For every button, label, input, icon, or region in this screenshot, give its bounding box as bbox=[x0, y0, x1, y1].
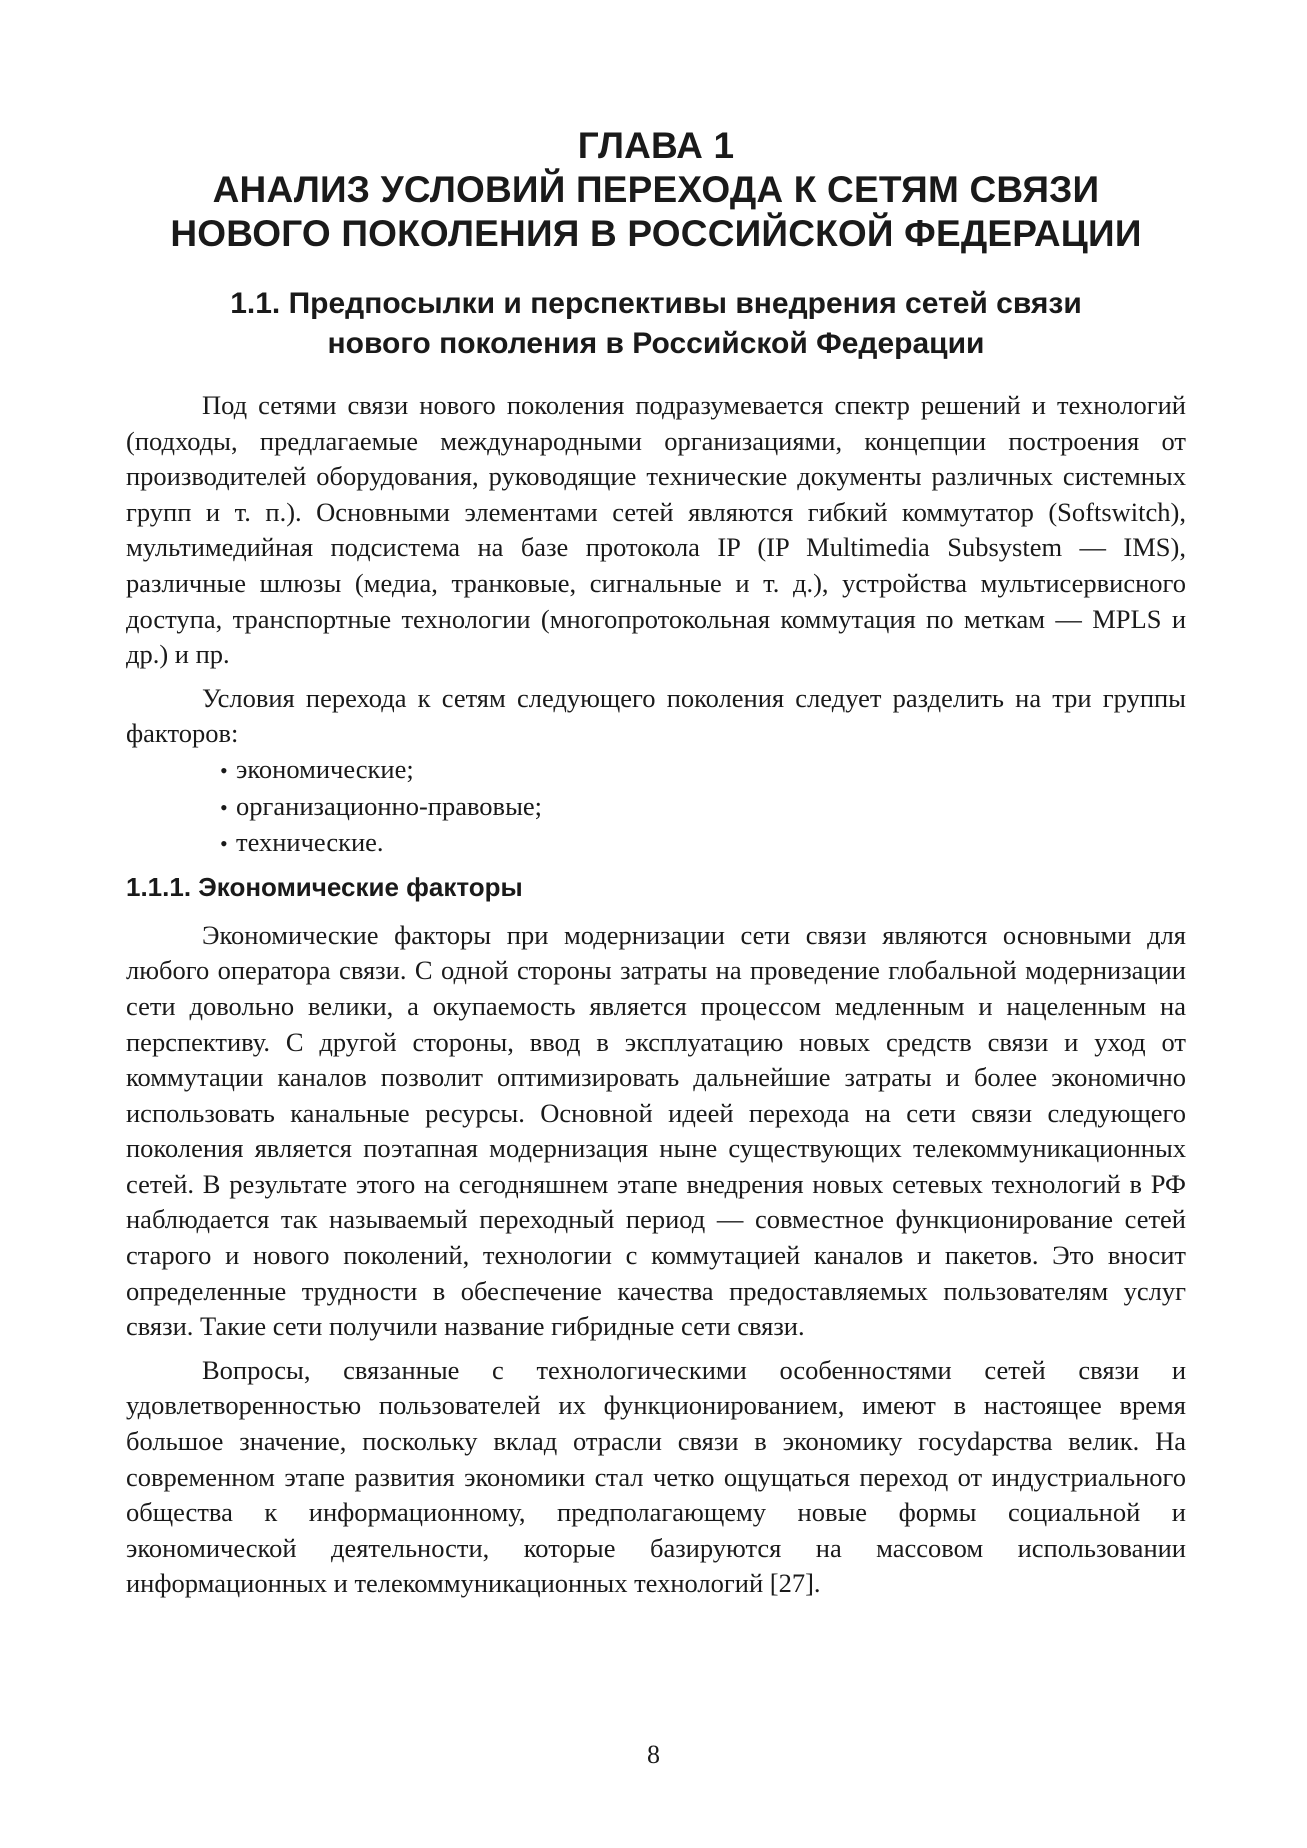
factors-list bbox=[126, 752, 1186, 862]
list-item bbox=[220, 752, 1186, 789]
list-item-text: экономические; bbox=[236, 753, 414, 784]
list-item bbox=[220, 825, 1186, 862]
page-number: 8 bbox=[647, 1740, 660, 1769]
list-item-text: технические. bbox=[236, 827, 384, 858]
chapter-title-line: НОВОГО ПОКОЛЕНИЯ В РОССИЙСКОЙ ФЕДЕРАЦИИ bbox=[170, 213, 1142, 254]
body-paragraph: Экономические факторы при модернизации сети связи являются основными для любого оператора связи. С одной стороны затраты на проведение глобальной модернизации сети довольно велики, а окупаемость является процессом медленным и нацеленным на перспективу. С другой стороны, ввод в эксплуатацию новых средств связи и уход от коммутации каналов позволит оптимизировать дальнейшие затраты и более экономично использовать канальные ресурсы. Основной идеей перехода на сети связи следующего поколения является поэтапная модернизация ныне существующих телекоммуникационных сетей. В результате этого на сегодняшнем этапе внедрения новых сетевых технологий в РФ наблюдается так называемый переходный период — совместное функционирование сетей старого и нового поколений, технологии с коммутацией каналов и пакетов. Это вносит определенные трудности в обеспечение качества предоставляемых пользователям услуг связи. Такие сети получили название гибридные сети связи. bbox=[126, 919, 1186, 1342]
intro-paragraph: Под сетями связи нового поколения подразумевается спектр решений и технологий (подходы, предлагаемые международными организациями, концепции построения от производителей оборудования, руководящие технические документы различных системных групп и т. п.). Основными элементами сетей являются гибкий коммутатор (Softswitch), мультимедийная подсистема на базе протокола IP (IP Multimedia Subsystem — IMS), различные шлюзы (медиа, транковые, сигнальные и т. д.), устройства мультисервисного доступа, транспортные технологии (многопротокольная коммутация по меткам — MPLS и др.) и пр. bbox=[126, 390, 1186, 670]
chapter-title-line: ГЛАВА 1 bbox=[577, 125, 735, 166]
section-title-line: 1.1. Предпосылки и перспективы внедрения сетей связи bbox=[230, 287, 1082, 320]
section-title-line: нового поколения в Российской Федерации bbox=[327, 327, 985, 360]
chapter-title-line: АНАЛИЗ УСЛОВИЙ ПЕРЕХОДА К СЕТЯМ СВЯЗИ bbox=[212, 169, 1100, 210]
list-item-text: организационно-правовые; bbox=[236, 790, 542, 821]
chapter-title bbox=[126, 124, 1186, 256]
subsection-title: 1.1.1. Экономические факторы bbox=[126, 871, 523, 902]
bullet-icon: • bbox=[220, 757, 228, 783]
bullet-icon: • bbox=[220, 831, 228, 857]
body-paragraph: Вопросы, связанные с технологическими особенностями сетей связи и удовлетворенностью пользователей их функционированием, имеют в настоящее время большое значение, поскольку вклад отрасли связи в экономику госуdарства велик. На современном этапе развития экономики стал четко ощущаться переход от индустриального общества к информационному, предполагающему новые формы социальной и экономической деятельности, которые базируются на массовом использовании информационных и телекоммуникационных технологий [27]. bbox=[126, 1354, 1186, 1599]
page-content bbox=[126, 124, 1186, 1602]
section-title bbox=[126, 284, 1186, 364]
bullet-icon: • bbox=[220, 794, 228, 820]
list-item bbox=[220, 789, 1186, 826]
intro-paragraph: Условия перехода к сетям следующего поколения следует разделить на три группы факторов: bbox=[126, 682, 1186, 749]
